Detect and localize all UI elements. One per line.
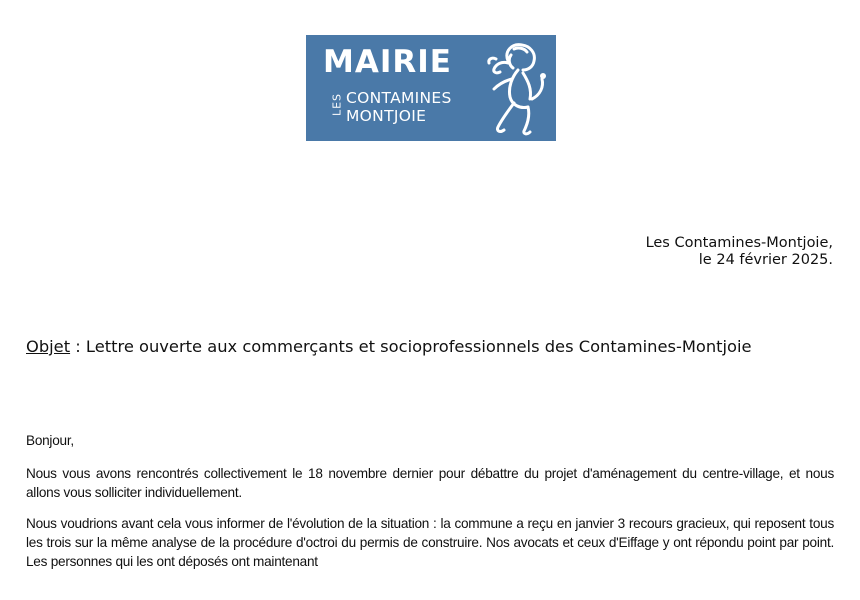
letter-body <box>26 431 834 583</box>
lion-rampant-icon <box>478 39 552 137</box>
logo-line-2: MONTJOIE <box>346 107 427 125</box>
subject-label: Objet <box>26 337 71 356</box>
letter-paragraph-2: Nous voudrions avant cela vous informer de l'évolution de la situation : la commune a reçu en janvier 3 recours gracieux, qui reposent tous les trois sur la même analyse de la procédure d'octroi du permis de construire. Nos avocats et ceux d'Eiffage y ont répondu point par point. Les personnes qui les ont déposés ont maintenant <box>26 516 834 569</box>
letter-subject <box>26 334 834 359</box>
letter-place: Les Contamines-Montjoie, <box>645 235 833 251</box>
mairie-logo <box>306 35 556 141</box>
letter-date: le 24 février 2025. <box>698 252 833 268</box>
letter-greeting: Bonjour, <box>26 433 74 448</box>
logo-side-text: LES <box>330 92 344 117</box>
subject-separator: : <box>70 337 86 356</box>
logo-title: MAIRIE <box>323 44 452 80</box>
logo-line-1: CONTAMINES <box>346 89 452 107</box>
letter-date-block <box>646 235 833 269</box>
subject-text: Lettre ouverte aux commerçants et socioprofessionnels des Contamines-Montjoie <box>85 337 752 356</box>
letter-paragraph-1: Nous vous avons rencontrés collectivement le 18 novembre dernier pour débattre du projet d'aménagement du centre-village, et nous allons vous solliciter individuellement. <box>26 466 834 500</box>
